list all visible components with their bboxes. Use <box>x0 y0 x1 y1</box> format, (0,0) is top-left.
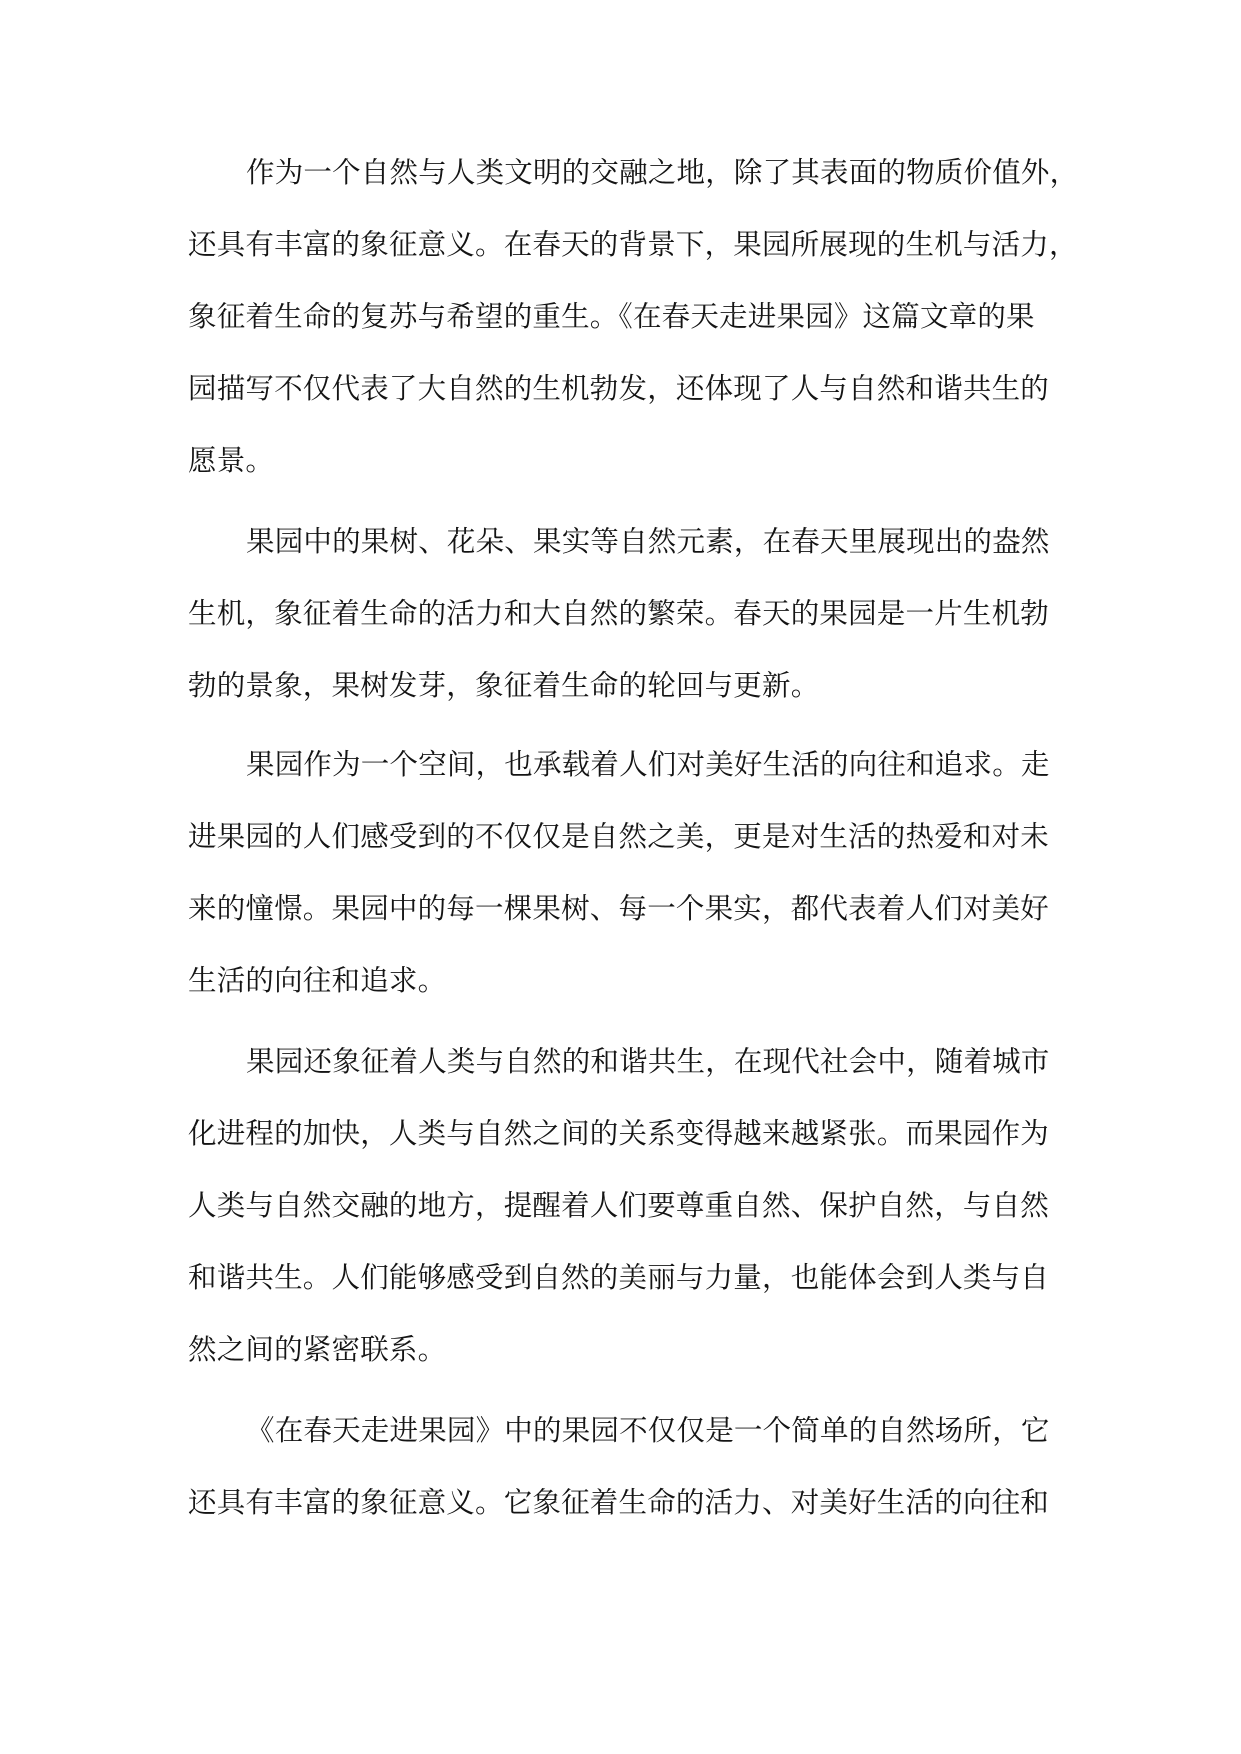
paragraph-4-line-4: 和谐共生。人们能够感受到自然的美丽与力量，也能体会到人类与自 <box>188 1261 1050 1294</box>
paragraph-3-line-4: 生活的向往和追求。 <box>188 964 447 997</box>
paragraph-1-line-1: 作为一个自然与人类文明的交融之地，除了其表面的物质价值外， <box>246 156 1079 189</box>
paragraph-5-line-1: 《在春天走进果园》中的果园不仅仅是一个简单的自然场所，它 <box>246 1414 1050 1447</box>
paragraph-4-line-1: 果园还象征着人类与自然的和谐共生，在现代社会中，随着城市 <box>246 1045 1050 1078</box>
paragraph-2-line-3: 勃的景象，果树发芽，象征着生命的轮回与更新。 <box>188 669 820 702</box>
paragraph-3-line-1: 果园作为一个空间，也承载着人们对美好生活的向往和追求。走 <box>246 748 1050 781</box>
paragraph-2-line-1: 果园中的果树、花朵、果实等自然元素，在春天里展现出的盎然 <box>246 525 1050 558</box>
paragraph-4-line-2: 化进程的加快，人类与自然之间的关系变得越来越紧张。而果园作为 <box>188 1117 1050 1150</box>
paragraph-4-line-3: 人类与自然交融的地方，提醒着人们要尊重自然、保护自然，与自然 <box>188 1189 1050 1222</box>
paragraph-1-line-4: 园描写不仅代表了大自然的生机勃发，还体现了人与自然和谐共生的 <box>188 372 1050 405</box>
paragraph-3-line-3: 来的憧憬。果园中的每一棵果树、每一个果实，都代表着人们对美好 <box>188 892 1050 925</box>
paragraph-1-line-2: 还具有丰富的象征意义。在春天的背景下，果园所展现的生机与活力， <box>188 228 1078 261</box>
paragraph-3-line-2: 进果园的人们感受到的不仅仅是自然之美，更是对生活的热爱和对未 <box>188 820 1050 853</box>
paragraph-1-line-3: 象征着生命的复苏与希望的重生。《在春天走进果园》这篇文章的果 <box>188 300 1035 333</box>
paragraph-4-line-5: 然之间的紧密联系。 <box>188 1333 447 1366</box>
paragraph-2-line-2: 生机，象征着生命的活力和大自然的繁荣。春天的果园是一片生机勃 <box>188 597 1050 630</box>
paragraph-1-line-5: 愿景。 <box>188 444 275 477</box>
paragraph-5-line-2: 还具有丰富的象征意义。它象征着生命的活力、对美好生活的向往和 <box>188 1486 1050 1519</box>
